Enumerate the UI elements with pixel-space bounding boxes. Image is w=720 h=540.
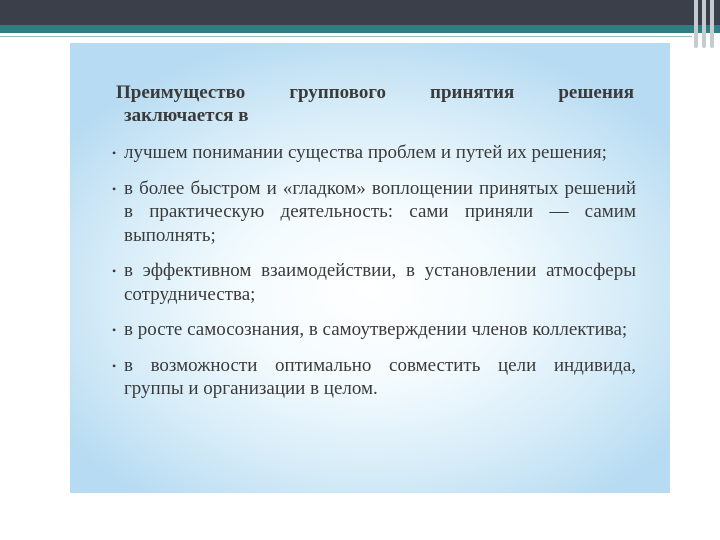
divider-line [0, 36, 692, 37]
top-title-bar [0, 0, 720, 25]
slide-heading [116, 81, 634, 127]
bullet-dot-icon: • [112, 323, 117, 337]
heading-line-2: заключается в [124, 105, 249, 126]
bullet-text: в росте самосознания, в самоутверждении членов коллектива; [124, 319, 628, 340]
corner-decoration [690, 0, 720, 52]
bullet-dot-icon: • [112, 264, 117, 278]
bullet-dot-icon: • [112, 181, 117, 196]
bullet-text: в эффективном взаимодействии, в установлении атмосферы сотрудничества; [124, 260, 636, 305]
heading-line-1: Преимущество группового принятия решения [116, 82, 634, 103]
bullet-item [112, 318, 636, 342]
bullet-item [112, 141, 636, 165]
content-box [70, 43, 670, 493]
bullet-dot-icon: • [112, 358, 117, 373]
bullet-item [112, 354, 636, 401]
bullet-text: в более быстром и «гладком» воплощении принятых решений в практическую деятельность: сами приняли — самим выполнять; [124, 177, 636, 246]
bullet-text: лучшем понимании существа проблем и путей их решения; [124, 142, 607, 163]
bullet-text: в возможности оптимально совместить цели индивида, группы и организации в целом. [124, 354, 636, 399]
bullet-item [112, 259, 636, 306]
bullet-list [112, 141, 636, 413]
accent-strip [0, 25, 720, 33]
bullet-dot-icon: • [112, 146, 117, 160]
bullet-item [112, 177, 636, 248]
